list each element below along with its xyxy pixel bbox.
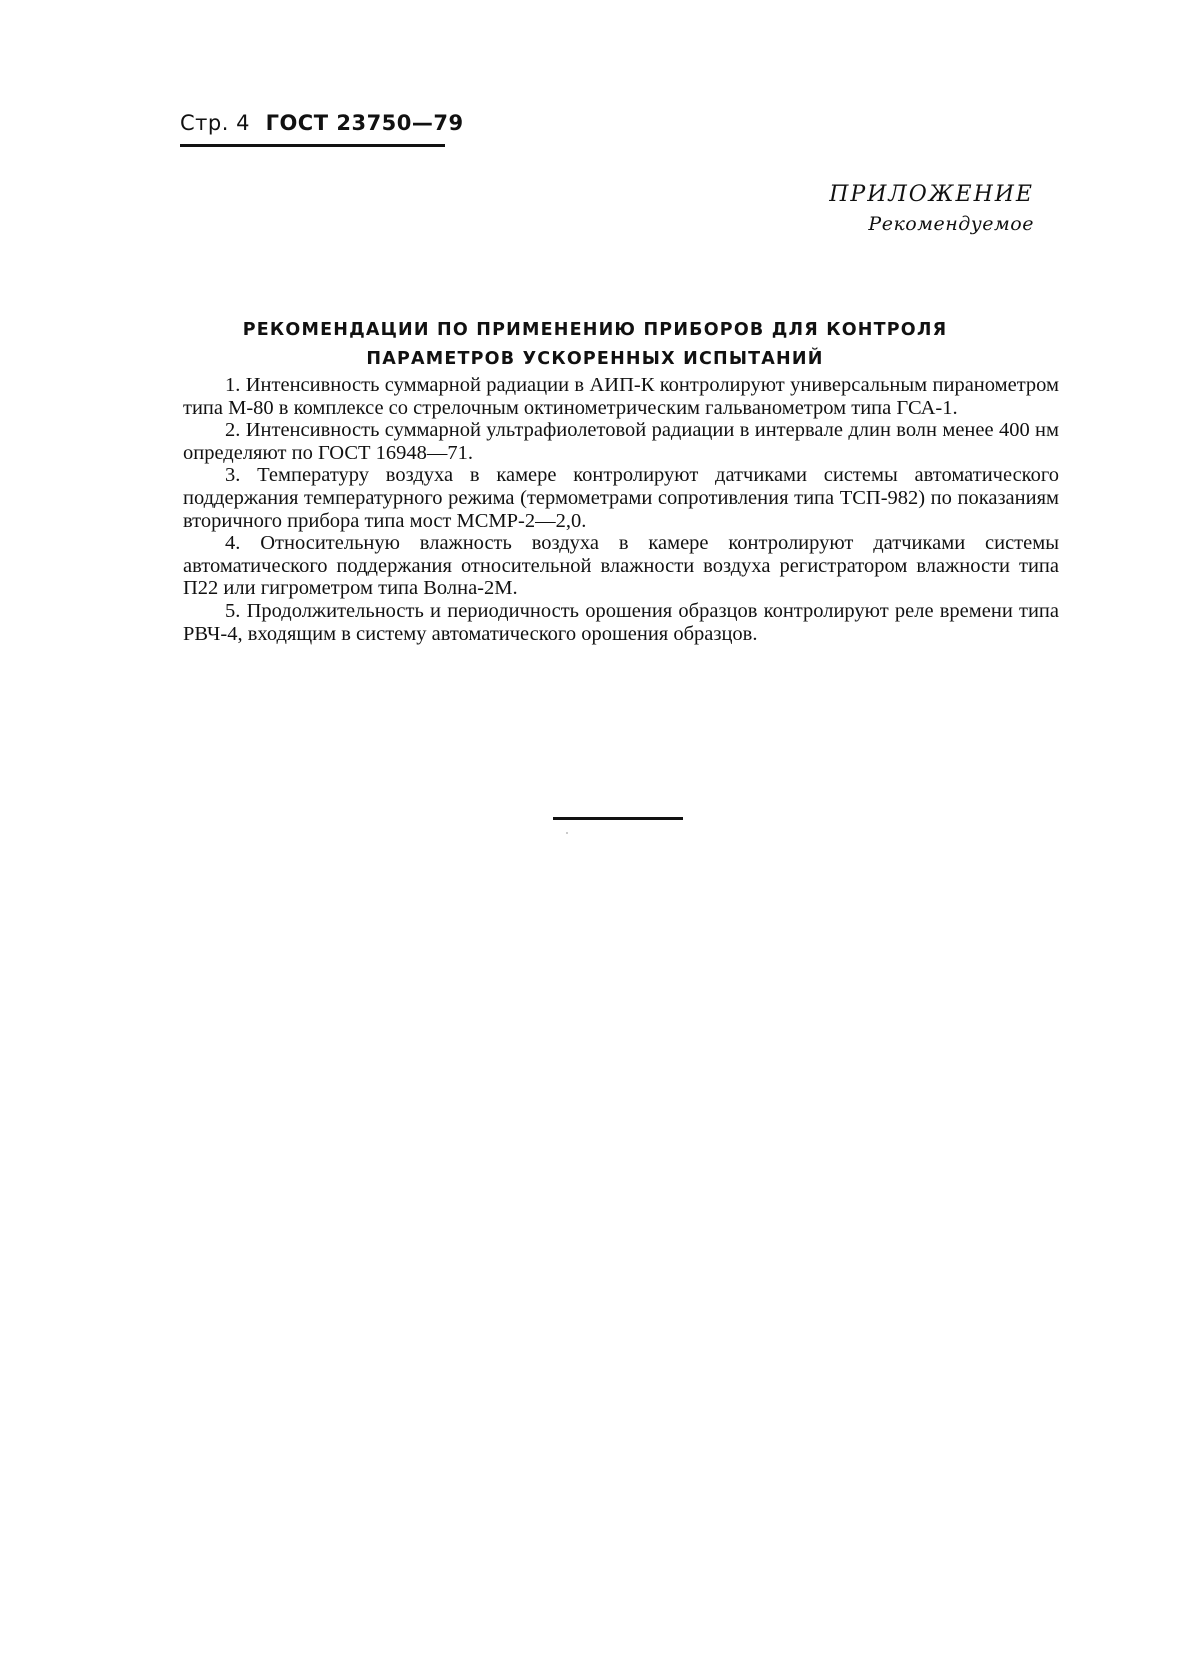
title-line-1: РЕКОМЕНДАЦИИ ПО ПРИМЕНЕНИЮ ПРИБОРОВ ДЛЯ КОНТРОЛЯ: [242, 320, 948, 340]
page-header: [180, 108, 464, 147]
paragraph-2: 2. Интенсивность суммарной ультрафиолетовой радиации в интервале длин волн менее 400 нм определяют по ГОСТ 16948—71.: [183, 419, 1059, 464]
title-line-2: ПАРАМЕТРОВ УСКОРЕННЫХ ИСПЫТАНИЙ: [366, 349, 824, 369]
paragraph-5: 5. Продолжительность и периодичность орошения образцов контролируют реле времени типа РВЧ-4, входящим в систему автоматического орошения образцов.: [183, 599, 1059, 645]
scan-speck: [566, 832, 568, 834]
paragraph-1: 1. Интенсивность суммарной радиации в АИП-К контролируют универсальным пиранометром типа М-80 в комплексе со стрелочным октинометрическим гальванометром типа ГСА-1.: [183, 374, 1059, 419]
document-title: [170, 316, 1020, 374]
page-header-text: [180, 108, 464, 138]
paragraph-4: 4. Относительную влажность воздуха в камере контролируют датчиками системы автоматического поддержания относительной влажности воздуха регистратором влажности типа П22 или гигрометром типа Волна-2М.: [183, 532, 1059, 600]
standard-number: ГОСТ 23750—79: [265, 111, 464, 135]
end-rule: [553, 817, 683, 820]
page-number: Стр. 4: [180, 111, 250, 135]
appendix-title: ПРИЛОЖЕНИЕ: [829, 182, 1034, 207]
header-rule: [180, 144, 445, 147]
appendix-label: [829, 180, 1034, 238]
document-body: [183, 374, 1059, 645]
appendix-status: Рекомендуемое: [868, 213, 1034, 235]
paragraph-3: 3. Температуру воздуха в камере контролируют датчиками системы автоматического поддержания температурного режима (термометрами сопротивления типа ТСП-982) по показаниям вторичного прибора типа мост МСМР-2—2,0.: [183, 464, 1059, 532]
